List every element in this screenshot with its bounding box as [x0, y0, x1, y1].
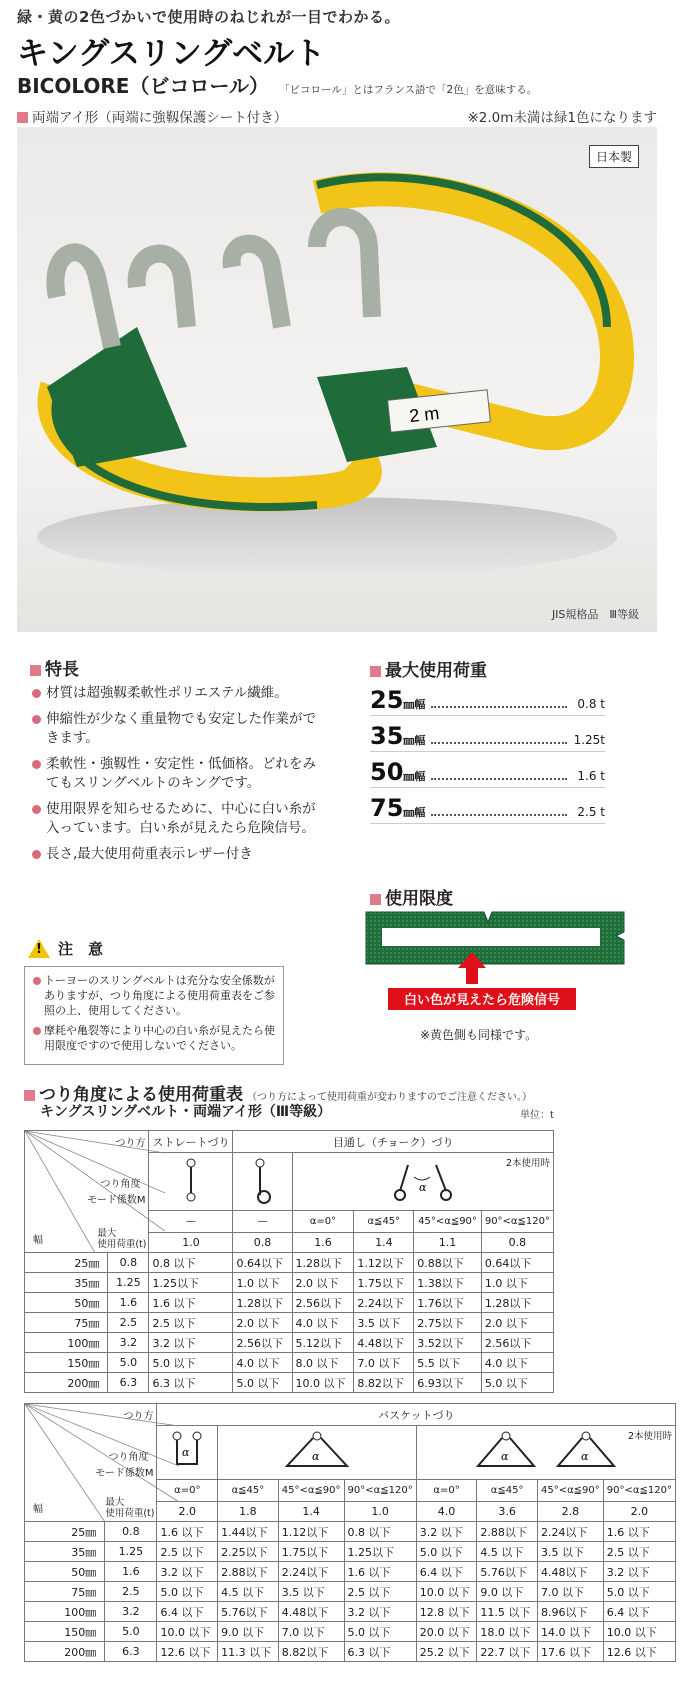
method-straight: ストレートづり [149, 1131, 233, 1153]
table-row [25, 1353, 554, 1373]
load-cell: 7.0 以下 [537, 1582, 603, 1602]
load-cell: 1.0 以下 [233, 1273, 292, 1293]
table-1-body [25, 1253, 554, 1393]
width-cell: 200㎜ [25, 1373, 108, 1393]
max-load-cell: 3.2 [105, 1602, 157, 1622]
square-bullet-icon [24, 1090, 35, 1101]
load-cell: 10.0 以下 [416, 1582, 477, 1602]
load-cell: 9.0 以下 [218, 1622, 279, 1642]
alpha-symbol: α [580, 1450, 589, 1463]
load-cell: 3.52以下 [414, 1333, 482, 1353]
load-cell: 1.6 以下 [344, 1562, 416, 1582]
load-cell: 7.0 以下 [278, 1622, 344, 1642]
load-cell: 3.2 以下 [157, 1562, 218, 1582]
warning-icon [28, 939, 50, 958]
corner-angle-label: つり角度 [100, 1179, 141, 1190]
angle-cell: 45°<α≦90° [278, 1480, 344, 1502]
caution-heading [28, 938, 103, 959]
corner-angle-label: つり角度 [108, 1452, 149, 1463]
table-row [25, 1373, 554, 1393]
load-table-heading-note: （つり方によって使用荷重が変わりますのでご注意ください。） [247, 1092, 532, 1103]
load-cell: 0.64以下 [233, 1253, 292, 1273]
caution-item: 摩耗や亀裂等により中心の白い糸が見えたら使用限度ですので使用しないでください。 [33, 1023, 275, 1053]
max-load-heading-text: 最大使用荷重 [385, 661, 487, 681]
corner-mode-label: モード係数M [95, 1468, 154, 1479]
load-cell: 4.0 以下 [481, 1353, 553, 1373]
load-width: 35 [370, 722, 404, 750]
load-cell: 3.2 以下 [344, 1602, 416, 1622]
load-value: 1.25t [573, 733, 605, 747]
floor-shadow [37, 497, 617, 577]
made-in-japan-badge: 日本製 [589, 145, 639, 168]
leader-dots [431, 742, 567, 744]
angle-cell: 90°<α≦120° [603, 1480, 675, 1502]
load-cell: 2.25以下 [218, 1542, 279, 1562]
corner-max-label: 最大 使用荷重(t) [97, 1228, 147, 1250]
load-cell: 2.24以下 [354, 1293, 414, 1313]
eye-loop-3 [232, 244, 282, 327]
load-cell: 12.8 以下 [416, 1602, 477, 1622]
subtitle: BICOLORE（ビコロール） [17, 74, 270, 98]
leader-dots [431, 706, 567, 708]
load-table-2 [24, 1403, 676, 1662]
mode-cell: 2.0 [603, 1502, 675, 1522]
max-load-cell: 5.0 [105, 1622, 157, 1642]
load-cell: 2.24以下 [278, 1562, 344, 1582]
load-cell: 2.5 以下 [149, 1313, 233, 1333]
load-cell: 1.12以下 [278, 1522, 344, 1542]
max-load-cell: 1.25 [108, 1273, 149, 1293]
load-cell: 20.0 以下 [416, 1622, 477, 1642]
max-load-cell: 0.8 [105, 1522, 157, 1542]
load-cell: 3.2 以下 [149, 1333, 233, 1353]
load-cell: 9.0 以下 [477, 1582, 538, 1602]
angle-cell: α=0° [416, 1480, 477, 1502]
load-width: 50 [370, 758, 404, 786]
load-cell: 1.75以下 [278, 1542, 344, 1562]
table-row [25, 1273, 554, 1293]
load-cell: 6.4 以下 [157, 1602, 218, 1622]
method-choke: 目通し（チョーク）づり [233, 1131, 554, 1153]
features-list [30, 684, 320, 871]
load-cell: 5.5 以下 [414, 1353, 482, 1373]
method-basket: バスケットづり [157, 1404, 676, 1426]
table-row [25, 1562, 676, 1582]
load-cell: 10.0 以下 [157, 1622, 218, 1642]
sling-belt-illustration [17, 127, 657, 632]
load-cell: 17.6 以下 [537, 1642, 603, 1662]
load-cell: 8.82以下 [354, 1373, 414, 1393]
load-cell: 4.5 以下 [218, 1582, 279, 1602]
usage-limit-diagram [362, 908, 632, 1028]
load-cell: 2.5 以下 [157, 1542, 218, 1562]
jis-grade: JIS規格品 Ⅲ等級 [551, 608, 639, 621]
load-cell: 2.5 以下 [344, 1582, 416, 1602]
load-value: 0.8 t [577, 697, 605, 711]
load-cell: 6.4 以下 [603, 1602, 675, 1622]
load-cell: 4.48以下 [354, 1333, 414, 1353]
max-load-cell: 2.5 [108, 1313, 149, 1333]
load-cell: 4.0 以下 [233, 1353, 292, 1373]
width-cell: 150㎜ [25, 1622, 105, 1642]
mode-cell: 0.8 [481, 1233, 553, 1253]
table-row [25, 1602, 676, 1622]
features-heading-text: 特長 [45, 660, 79, 680]
load-cell: 5.0 以下 [149, 1353, 233, 1373]
load-cell: 3.2 以下 [416, 1522, 477, 1542]
product-type [17, 106, 287, 126]
product-type-row [17, 106, 657, 126]
load-cell: 4.5 以下 [477, 1542, 538, 1562]
mode-cell: 1.0 [344, 1502, 416, 1522]
table-row [25, 1313, 554, 1333]
load-cell: 3.5 以下 [354, 1313, 414, 1333]
angle-cell: α=0° [157, 1480, 218, 1502]
choke-two-lift-icon [378, 1157, 468, 1203]
angle-cell: 45°<α≦90° [414, 1211, 482, 1233]
table-row [25, 1542, 676, 1562]
corner-mode-label: モード係数M [87, 1195, 146, 1206]
angle-cell: α≦45° [354, 1211, 414, 1233]
mode-cell: 1.0 [149, 1233, 233, 1253]
table-row [25, 1642, 676, 1662]
load-cell: 1.6 以下 [149, 1293, 233, 1313]
load-cell: 1.44以下 [218, 1522, 279, 1542]
load-cell: 5.0 以下 [603, 1582, 675, 1602]
mode-cell: 0.8 [233, 1233, 292, 1253]
load-cell: 1.28以下 [481, 1293, 553, 1313]
load-cell: 2.88以下 [477, 1522, 538, 1542]
load-cell: 1.76以下 [414, 1293, 482, 1313]
caution-item: トーヨーのスリングベルトは充分な安全係数がありますが、つり角度による使用荷重表をご参照の上、使用してください。 [33, 973, 275, 1018]
square-bullet-icon [30, 665, 41, 676]
mode-cell: 1.4 [278, 1502, 344, 1522]
table-2-body [25, 1522, 676, 1662]
feature-item: 使用限界を知らせるために、中心に白い糸が入っています。白い糸が見えたら危険信号。 [30, 800, 320, 838]
max-load-row [370, 716, 605, 752]
two-use-note: 2本使用時 [627, 1431, 672, 1442]
load-cell: 2.56以下 [292, 1293, 354, 1313]
load-cell: 10.0 以下 [603, 1622, 675, 1642]
load-cell: 2.75以下 [414, 1313, 482, 1333]
angle-cell: α≦45° [477, 1480, 538, 1502]
mode-cell: 1.8 [218, 1502, 279, 1522]
load-cell: 0.88以下 [414, 1253, 482, 1273]
load-cell: 5.0 以下 [233, 1373, 292, 1393]
feature-item: 伸縮性が少なく重量物でも安定した作業ができます。 [30, 710, 320, 748]
leader-dots [431, 814, 567, 816]
load-cell: 8.96以下 [537, 1602, 603, 1622]
max-load-heading [370, 656, 487, 681]
load-cell: 4.48以下 [537, 1562, 603, 1582]
alpha-symbol: α [182, 1446, 190, 1459]
load-cell: 2.0 以下 [481, 1313, 553, 1333]
load-cell: 12.6 以下 [603, 1642, 675, 1662]
load-cell: 5.76以下 [477, 1562, 538, 1582]
corner-method-label: つり方 [123, 1411, 154, 1422]
table-row [25, 1253, 554, 1273]
load-cell: 1.6 以下 [157, 1522, 218, 1542]
load-cell: 2.0 以下 [233, 1313, 292, 1333]
load-cell: 1.28以下 [292, 1253, 354, 1273]
eye-loop-4 [317, 217, 372, 317]
load-table-heading-text: つり角度による使用荷重表 [39, 1085, 243, 1105]
load-cell: 22.7 以下 [477, 1642, 538, 1662]
corner-diagonals [25, 1404, 179, 1522]
width-cell: 200㎜ [25, 1642, 105, 1662]
two-use-note: 2本使用時 [505, 1158, 550, 1169]
angle-cell: α=0° [292, 1211, 354, 1233]
max-load-cell: 1.6 [108, 1293, 149, 1313]
feature-item: 材質は超強靱柔軟性ポリエステル繊維。 [30, 684, 320, 703]
load-cell: 2.24以下 [537, 1522, 603, 1542]
choke-two-lift-diagram [292, 1153, 554, 1211]
width-cell: 100㎜ [25, 1602, 105, 1622]
load-cell: 5.0 以下 [481, 1373, 553, 1393]
load-cell: 4.48以下 [278, 1602, 344, 1622]
product-type-label: 両端アイ形（両端に強靱保護シート付き） [32, 110, 288, 126]
corner-max-label: 最大 使用荷重(t) [105, 1497, 155, 1519]
load-value: 1.6 t [577, 769, 605, 783]
load-cell: 3.5 以下 [278, 1582, 344, 1602]
alpha-symbol: α [418, 1181, 427, 1194]
load-cell: 1.6 以下 [603, 1522, 675, 1542]
corner-width-label: 幅 [33, 1235, 43, 1246]
mode-cell: 1.6 [292, 1233, 354, 1253]
eye-loop-2 [137, 254, 187, 327]
alpha-symbol: α [500, 1450, 509, 1463]
angle-cell: 90°<α≦120° [344, 1480, 416, 1502]
load-cell: 1.12以下 [354, 1253, 414, 1273]
caution-box [24, 966, 284, 1065]
alpha-symbol: α [311, 1450, 320, 1463]
load-cell: 6.3 以下 [344, 1642, 416, 1662]
square-bullet-icon [17, 112, 28, 123]
table-row [25, 1622, 676, 1642]
load-unit: ㎜幅 [403, 698, 426, 711]
leader-dots [431, 778, 567, 780]
angle-cell: — [233, 1211, 292, 1233]
basket-two-diagram [416, 1426, 675, 1480]
load-cell: 6.93以下 [414, 1373, 482, 1393]
white-core-thread [382, 928, 600, 946]
usage-limit-heading-text: 使用限度 [385, 889, 453, 909]
load-value: 2.5 t [577, 805, 605, 819]
load-cell: 7.0 以下 [354, 1353, 414, 1373]
length-tag-text: 2 m [408, 403, 441, 427]
width-cell: 150㎜ [25, 1353, 108, 1373]
max-load-cell: 2.5 [105, 1582, 157, 1602]
width-cell: 50㎜ [25, 1562, 105, 1582]
corner-width-label: 幅 [33, 1504, 43, 1515]
load-cell: 2.0 以下 [292, 1273, 354, 1293]
max-load-cell: 0.8 [108, 1253, 149, 1273]
caution-heading-text: 注 意 [58, 940, 104, 958]
mode-cell: 1.4 [354, 1233, 414, 1253]
choke-lift-icon [242, 1155, 282, 1205]
load-cell: 3.5 以下 [537, 1542, 603, 1562]
mode-cell: 2.8 [537, 1502, 603, 1522]
table-row [25, 1333, 554, 1353]
load-cell: 2.56以下 [233, 1333, 292, 1353]
max-load-cell: 6.3 [108, 1373, 149, 1393]
square-bullet-icon [370, 666, 381, 677]
width-cell: 35㎜ [25, 1542, 105, 1562]
max-load-row [370, 752, 605, 788]
load-cell: 1.75以下 [354, 1273, 414, 1293]
load-cell: 2.5 以下 [603, 1542, 675, 1562]
load-width: 75 [370, 794, 404, 822]
load-unit: ㎜幅 [403, 770, 426, 783]
corner-method-label: つり方 [115, 1138, 146, 1149]
load-cell: 6.3 以下 [149, 1373, 233, 1393]
load-cell: 11.5 以下 [477, 1602, 538, 1622]
load-cell: 6.4 以下 [416, 1562, 477, 1582]
load-cell: 4.0 以下 [292, 1313, 354, 1333]
angle-cell: — [149, 1211, 233, 1233]
basket-angle-diagram [218, 1426, 417, 1480]
load-cell: 11.3 以下 [218, 1642, 279, 1662]
tagline: 緑・黄の2色づかいで使用時のねじれが一目でわかる。 [17, 8, 400, 26]
load-cell: 2.56以下 [481, 1333, 553, 1353]
subtitle-row [17, 70, 537, 99]
load-cell: 8.0 以下 [292, 1353, 354, 1373]
features-heading [30, 655, 79, 680]
basket-two-icon [456, 1428, 636, 1474]
straight-lift-icon [171, 1155, 211, 1205]
choke-lift-diagram [233, 1153, 292, 1211]
load-cell: 1.38以下 [414, 1273, 482, 1293]
load-cell: 1.0 以下 [481, 1273, 553, 1293]
angle-cell: 45°<α≦90° [537, 1480, 603, 1502]
load-table-subheading: キングスリングベルト・両端アイ形（Ⅲ等級） [40, 1104, 332, 1120]
load-table-1 [24, 1130, 554, 1393]
table-row [25, 1522, 676, 1542]
angle-cell: 90°<α≦120° [481, 1211, 553, 1233]
load-cell: 25.2 以下 [416, 1642, 477, 1662]
load-cell: 18.0 以下 [477, 1622, 538, 1642]
danger-signal-text: 白い色が見えたら危険信号 [403, 993, 561, 1008]
load-cell: 14.0 以下 [537, 1622, 603, 1642]
max-load-row [370, 788, 605, 824]
load-unit: ㎜幅 [403, 806, 426, 819]
load-cell: 1.25以下 [149, 1273, 233, 1293]
max-load-cell: 1.25 [105, 1542, 157, 1562]
max-load-cell: 1.6 [105, 1562, 157, 1582]
usage-limit-heading [370, 884, 453, 909]
max-load-list [370, 680, 605, 824]
load-cell: 5.12以下 [292, 1333, 354, 1353]
table-row [25, 1293, 554, 1313]
width-cell: 100㎜ [25, 1333, 108, 1353]
load-width: 25 [370, 686, 404, 714]
subtitle-note: 「ビコロール」とはフランス語で「2色」を意味する。 [279, 84, 538, 96]
eye-loop-1 [55, 252, 112, 347]
load-cell: 12.6 以下 [157, 1642, 218, 1662]
basket-angle-icon [277, 1428, 357, 1474]
table-1-corner [25, 1131, 149, 1253]
width-cell: 50㎜ [25, 1293, 108, 1313]
load-cell: 5.0 以下 [157, 1582, 218, 1602]
load-cell: 0.64以下 [481, 1253, 553, 1273]
feature-item: 柔軟性・強靱性・安定性・低価格。どれをみてもスリングベルトのキングです。 [30, 755, 320, 793]
max-load-row [370, 680, 605, 716]
unit-note: 単位：t [520, 1110, 554, 1121]
load-cell: 5.0 以下 [344, 1622, 416, 1642]
load-cell: 0.8 以下 [344, 1522, 416, 1542]
usage-limit-note: ※黄色側も同様です。 [420, 1028, 538, 1042]
load-cell: 5.0 以下 [416, 1542, 477, 1562]
load-cell: 1.28以下 [233, 1293, 292, 1313]
mode-cell: 2.0 [157, 1502, 218, 1522]
width-cell: 75㎜ [25, 1582, 105, 1602]
max-load-cell: 3.2 [108, 1333, 149, 1353]
product-photo [17, 127, 657, 632]
mode-cell: 1.1 [414, 1233, 482, 1253]
load-cell: 2.88以下 [218, 1562, 279, 1582]
table-row [25, 1582, 676, 1602]
load-cell: 1.25以下 [344, 1542, 416, 1562]
width-cell: 25㎜ [25, 1253, 108, 1273]
feature-item: 長さ,最大使用荷重表示レザー付き [30, 845, 320, 864]
load-cell: 10.0 以下 [292, 1373, 354, 1393]
width-cell: 75㎜ [25, 1313, 108, 1333]
mode-cell: 4.0 [416, 1502, 477, 1522]
load-unit: ㎜幅 [403, 734, 426, 747]
max-load-cell: 6.3 [105, 1642, 157, 1662]
load-cell: 3.2 以下 [603, 1562, 675, 1582]
product-type-note: ※2.0m未満は緑1色になります [467, 110, 657, 126]
load-cell: 8.82以下 [278, 1642, 344, 1662]
square-bullet-icon [370, 894, 381, 905]
load-cell: 0.8 以下 [149, 1253, 233, 1273]
angle-cell: α≦45° [218, 1480, 279, 1502]
width-cell: 35㎜ [25, 1273, 108, 1293]
width-cell: 25㎜ [25, 1522, 105, 1542]
table-2-corner [25, 1404, 157, 1522]
max-load-cell: 5.0 [108, 1353, 149, 1373]
page-title: キングスリングベルト [17, 36, 326, 72]
mode-cell: 3.6 [477, 1502, 538, 1522]
load-cell: 5.76以下 [218, 1602, 279, 1622]
